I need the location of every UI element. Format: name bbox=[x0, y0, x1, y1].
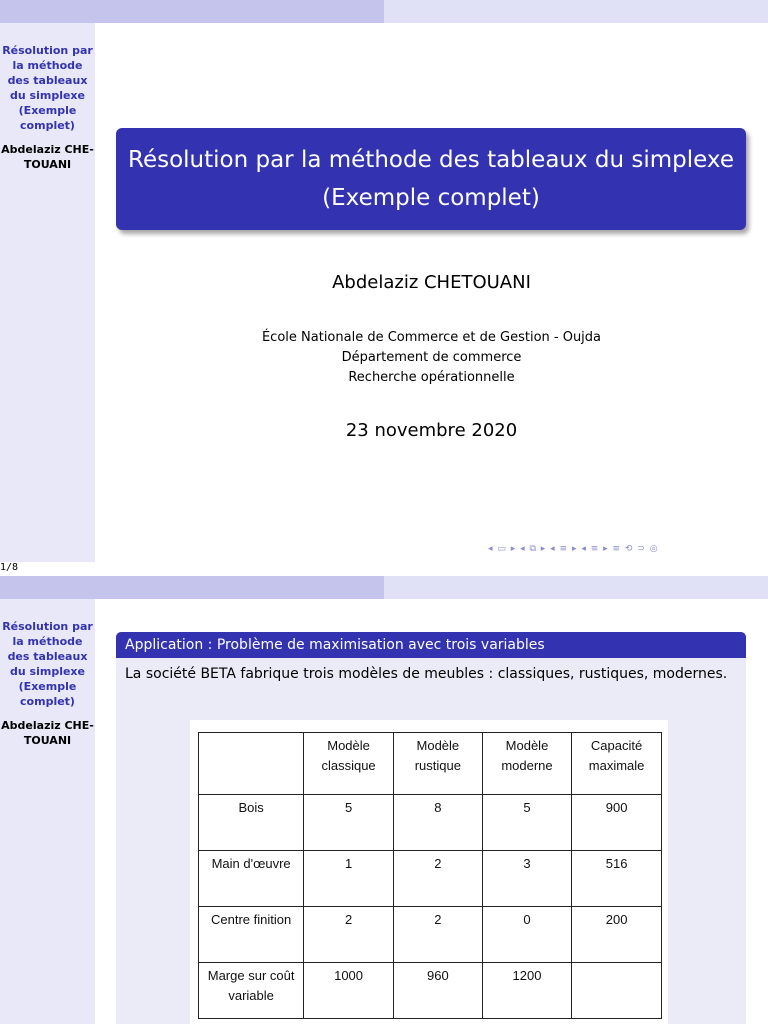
table-cell: 8 bbox=[393, 795, 482, 851]
department: Département de commerce bbox=[341, 350, 522, 365]
table-cell: 1000 bbox=[304, 963, 394, 1019]
institution-info bbox=[95, 328, 768, 388]
header-bar bbox=[0, 0, 768, 23]
table-cell: 0 bbox=[482, 907, 571, 963]
sidebar-author: Abdelaziz CHE-TOUANI bbox=[1, 719, 94, 747]
presentation-date: 23 novembre 2020 bbox=[345, 420, 518, 441]
slide-separator bbox=[0, 562, 768, 576]
presentation-title: Résolution par la méthode des tableaux du simplexe (Exemple complet) bbox=[116, 128, 746, 230]
table-cell: 2 bbox=[393, 907, 482, 963]
table-cell: 2 bbox=[304, 907, 394, 963]
table-row bbox=[199, 907, 662, 963]
sidebar-title[interactable]: Résolution par la méthode des tableaux du simplexe (Exemple complet) bbox=[2, 44, 93, 132]
course: Recherche opérationnelle bbox=[348, 370, 515, 385]
table-row bbox=[199, 963, 662, 1019]
block-title: Application : Problème de maximisation avec trois variables bbox=[116, 632, 746, 658]
header-bar-left bbox=[0, 576, 384, 599]
table-cell: Bois bbox=[199, 795, 304, 851]
table-cell: 960 bbox=[393, 963, 482, 1019]
table-cell: 2 bbox=[393, 851, 482, 907]
sidebar-title[interactable]: Résolution par la méthode des tableaux du simplexe (Exemple complet) bbox=[2, 620, 93, 708]
data-table bbox=[198, 732, 662, 1019]
block-body bbox=[116, 658, 746, 1024]
author-name: Abdelaziz CHETOUANI bbox=[332, 272, 531, 293]
header-bar-right bbox=[384, 576, 768, 599]
table-cell: Main d'œuvre bbox=[199, 851, 304, 907]
sidebar-author: Abdelaziz CHE-TOUANI bbox=[1, 143, 94, 171]
application-slide bbox=[0, 576, 768, 1024]
table-header-cell: Capacité maximale bbox=[572, 733, 662, 795]
table-cell: Centre finition bbox=[199, 907, 304, 963]
table-row bbox=[199, 795, 662, 851]
sidebar bbox=[0, 599, 95, 1024]
sidebar bbox=[0, 23, 95, 562]
table-header-cell: Modèle classique bbox=[304, 733, 394, 795]
table-image bbox=[190, 720, 668, 1024]
table-cell: 200 bbox=[572, 907, 662, 963]
table-header-cell: Modèle rustique bbox=[393, 733, 482, 795]
navigation-symbols[interactable]: ◂ ▭ ▸ ◂ ⧉ ▸ ◂ ≡ ▸ ◂ ≡ ▸ ≡ ⟲ ⊃ ◎ bbox=[488, 544, 659, 554]
table-cell: 5 bbox=[304, 795, 394, 851]
header-bar-right bbox=[384, 0, 768, 23]
institution: École Nationale de Commerce et de Gestion - Oujda bbox=[261, 330, 602, 345]
table-row bbox=[199, 851, 662, 907]
table-cell bbox=[572, 963, 662, 1019]
table-header-cell bbox=[199, 733, 304, 795]
table-cell: 516 bbox=[572, 851, 662, 907]
table-cell: 900 bbox=[572, 795, 662, 851]
page-number: 1/8 bbox=[0, 562, 19, 573]
table-header-cell: Modèle moderne bbox=[482, 733, 571, 795]
table-cell: Marge sur coût variable bbox=[199, 963, 304, 1019]
table-header-row bbox=[199, 733, 662, 795]
table-cell: 3 bbox=[482, 851, 571, 907]
table-cell: 1 bbox=[304, 851, 394, 907]
intro-text: La société BETA fabrique trois modèles de meubles : classiques, rustiques, modernes. bbox=[125, 666, 728, 682]
header-bar bbox=[0, 576, 768, 599]
header-bar-left bbox=[0, 0, 384, 23]
table-cell: 1200 bbox=[482, 963, 571, 1019]
table-cell: 5 bbox=[482, 795, 571, 851]
